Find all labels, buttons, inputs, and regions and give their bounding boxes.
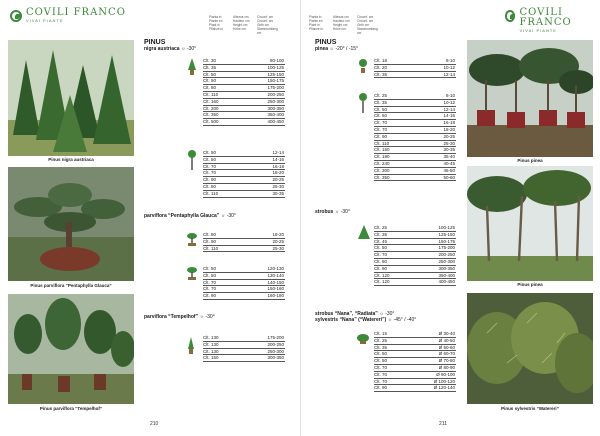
size-range: Ø 80-90 xyxy=(438,364,455,370)
size-range: Ø 70-80 xyxy=(438,358,455,364)
size-range: 10-12 xyxy=(443,99,455,105)
size-range: 250-300 xyxy=(438,258,455,264)
size-range: Ø 50-60 xyxy=(438,344,455,350)
table-row xyxy=(203,355,285,362)
container-size: Clt. 90 xyxy=(374,133,388,139)
table-row xyxy=(374,72,456,79)
container-size: Clt. 35 xyxy=(374,71,388,77)
group-title: nigra austriaca ☼ -30° xyxy=(144,46,197,52)
caption-1: Pinus nigra austriaca xyxy=(48,157,94,162)
size-range: 350-400 xyxy=(267,112,284,118)
legend xyxy=(309,15,378,35)
photo-pinus-pinea-2 xyxy=(467,166,593,281)
table-row xyxy=(374,252,456,259)
group-title: parviflora “Pentaphylla Glauca” ☼ -30° xyxy=(144,213,236,219)
size-range: 200-250 xyxy=(267,341,284,347)
table-row xyxy=(374,127,456,134)
caption-3: Pinus sylvestris “Watereri” xyxy=(501,406,559,411)
container-size: Clt. 90 xyxy=(203,232,217,237)
tree-container-icon xyxy=(358,58,368,78)
table-row xyxy=(203,72,285,79)
brand-logo xyxy=(505,8,600,33)
size-range: 120-130 xyxy=(267,266,284,271)
price-table xyxy=(203,266,285,300)
size-range: 40-45 xyxy=(443,160,455,166)
size-range: 20-25 xyxy=(272,177,284,183)
size-range: 18-20 xyxy=(443,126,455,132)
container-size: Clt. 70 xyxy=(374,120,388,126)
container-size: Clt. 90 xyxy=(203,183,217,189)
size-range: Ø 30-40 xyxy=(438,331,455,336)
size-range: 8-10 xyxy=(445,58,455,63)
table-row xyxy=(203,335,285,342)
size-range: Ø 60-70 xyxy=(438,351,455,357)
size-range: Ø 120-140 xyxy=(433,385,455,391)
container-size: Clt. 35 xyxy=(374,99,388,105)
size-range: 150-160 xyxy=(267,286,284,292)
container-size: Clt. 350 xyxy=(374,174,390,180)
container-size: Clt. 50 xyxy=(203,266,217,271)
table-row xyxy=(374,147,456,154)
table-row xyxy=(203,85,285,92)
container-size: Clt. 50 xyxy=(203,78,217,84)
container-size: Clt. 25 xyxy=(374,93,388,98)
size-range: 200-250 xyxy=(438,252,455,258)
size-range: 16-18 xyxy=(443,120,455,126)
table-row xyxy=(374,372,456,379)
brand-logo xyxy=(10,8,126,23)
dwarf-pine-icon xyxy=(357,333,367,345)
size-range: 12-14 xyxy=(443,71,455,77)
container-size: Clt. 130 xyxy=(203,335,219,340)
group-title: pinea ☼ -20° / -15° xyxy=(315,46,359,52)
table-row xyxy=(203,119,285,126)
size-range: 25-30 xyxy=(272,183,284,189)
container-size: Clt. 120 xyxy=(374,279,390,285)
table-row xyxy=(203,191,285,198)
size-range: 80-100 xyxy=(269,58,284,63)
legend-col-plant: Pianta in Plante en Plant in Pflanze in xyxy=(209,15,223,31)
container-size: Clt. 240 xyxy=(374,160,390,166)
table-row xyxy=(374,134,456,141)
size-range: 175-200 xyxy=(438,245,455,251)
photo-pinus-nigra xyxy=(8,40,134,156)
bonsai-icon xyxy=(186,266,196,280)
standard-tree-icon xyxy=(358,93,368,113)
table-row xyxy=(203,232,285,239)
container-size: Clt. 70 xyxy=(374,364,388,370)
table-row xyxy=(374,100,456,107)
table-row xyxy=(374,168,456,175)
standard-tree-icon xyxy=(187,150,197,170)
table-row xyxy=(374,161,456,168)
legend-col-girth: Circonf. cm Circonf. cm Girth cm Stammumfang cm xyxy=(257,15,278,35)
container-size: Clt. 90 xyxy=(203,238,217,244)
size-range: 140-150 xyxy=(267,279,284,285)
container-size: Clt. 500 xyxy=(203,119,219,125)
table-row xyxy=(203,170,285,177)
size-range: 12-14 xyxy=(272,150,284,155)
table-row xyxy=(374,351,456,358)
size-range: 25-30 xyxy=(272,245,284,251)
table-row xyxy=(203,92,285,99)
size-range: 350-400 xyxy=(438,272,455,278)
container-size: Clt. 110 xyxy=(203,190,219,196)
photo-pinus-tempelhof xyxy=(8,294,134,404)
size-range: 100-125 xyxy=(267,64,284,70)
container-size: Clt. 70 xyxy=(203,286,217,292)
table-row xyxy=(374,239,456,246)
table-row xyxy=(203,266,285,273)
table-row xyxy=(203,286,285,293)
size-range: 20-25 xyxy=(443,133,455,139)
legend xyxy=(209,15,278,35)
table-row xyxy=(374,225,456,232)
brand-name: COVILI FRANCO xyxy=(26,7,126,18)
size-range: 250-300 xyxy=(267,98,284,104)
container-size: Clt. 70 xyxy=(374,371,388,377)
size-range: 14-16 xyxy=(443,113,455,119)
table-row xyxy=(374,141,456,148)
container-size: Clt. 80 xyxy=(203,85,217,91)
brand-sub: VIVAI PIANTE xyxy=(519,28,557,33)
container-size: Clt. 90 xyxy=(203,177,217,183)
container-size: Clt. 190 xyxy=(374,154,390,160)
group-title: strobus “Nana”, “Radiata” ☼ -30° xyxy=(315,311,395,317)
container-size: Clt. 70 xyxy=(374,252,388,258)
table-row xyxy=(203,239,285,246)
page-number: 211 xyxy=(439,421,447,427)
size-range: 160-180 xyxy=(267,293,284,299)
table-row xyxy=(203,273,285,280)
pine-needle-icon xyxy=(358,225,368,241)
container-size: Clt. 35 xyxy=(203,64,217,70)
size-range: 150-175 xyxy=(267,78,284,84)
size-range: 400-450 xyxy=(267,119,284,125)
columnar-tree-icon xyxy=(186,337,196,355)
table-row xyxy=(203,106,285,113)
table-row xyxy=(374,331,456,338)
page-number: 210 xyxy=(150,421,159,427)
container-size: Clt. 200 xyxy=(203,105,219,111)
size-range: 175-200 xyxy=(267,335,284,340)
size-range: 25-30 xyxy=(443,140,455,146)
table-row xyxy=(374,65,456,72)
table-row xyxy=(203,177,285,184)
size-range: 18-20 xyxy=(272,170,284,176)
size-range: Ø 90-100 xyxy=(436,371,455,377)
container-size: Clt. 350 xyxy=(203,112,219,118)
group-title-2: sylvestris “Nana” (“Watereri”) ☼ -45° / -40° xyxy=(315,317,417,323)
container-size: Clt. 15 xyxy=(374,331,388,336)
container-size: Clt. 130 xyxy=(203,348,219,354)
container-size: Clt. 90 xyxy=(374,385,388,391)
group-title: parviflora “Tempelhof” ☼ -30° xyxy=(144,314,215,320)
table-row xyxy=(203,58,285,65)
caption-3: Pinus parviflora “Tempelhof” xyxy=(39,406,103,411)
photo-pinus-pentaphylla xyxy=(8,167,134,281)
container-size: Clt. 50 xyxy=(374,106,388,112)
table-row xyxy=(374,338,456,345)
size-range: 175-200 xyxy=(267,85,284,91)
table-row xyxy=(374,58,456,65)
container-size: Clt. 50 xyxy=(203,272,217,278)
table-row xyxy=(374,175,456,182)
container-size: Clt. 130 xyxy=(203,341,219,347)
container-size: Clt. 150 xyxy=(374,147,390,153)
size-range: 50-60 xyxy=(443,174,455,180)
table-row xyxy=(203,78,285,85)
table-row xyxy=(374,379,456,386)
size-range: 125-150 xyxy=(267,71,284,77)
bonsai-icon xyxy=(186,232,196,246)
caption-2: Pinus pinea xyxy=(517,282,543,287)
size-range: Ø 100-120 xyxy=(433,378,455,384)
container-size: Clt. 70 xyxy=(374,378,388,384)
container-size: Clt. 45 xyxy=(374,238,388,244)
table-row xyxy=(203,99,285,106)
table-row xyxy=(374,345,456,352)
size-range: 35-40 xyxy=(443,154,455,160)
container-size: Clt. 18 xyxy=(374,58,388,63)
container-size: Clt. 160 xyxy=(203,98,219,104)
brand-name: COVILI FRANCO xyxy=(519,7,572,28)
container-size: Clt. 150 xyxy=(203,355,219,361)
container-size: Clt. 30 xyxy=(203,58,217,63)
table-row xyxy=(203,112,285,119)
table-row xyxy=(203,65,285,72)
table-row xyxy=(374,93,456,100)
size-range: 250-300 xyxy=(267,348,284,354)
container-size: Clt. 70 xyxy=(203,170,217,176)
container-size: Clt. 50 xyxy=(203,71,217,77)
table-row xyxy=(203,164,285,171)
price-table xyxy=(203,58,285,126)
container-size: Clt. 70 xyxy=(203,163,217,169)
table-row xyxy=(203,280,285,287)
size-range: 8-10 xyxy=(445,93,455,98)
table-row xyxy=(374,113,456,120)
size-range: 18-20 xyxy=(272,232,284,237)
brand-sub: VIVAI PIANTE xyxy=(26,18,64,23)
container-size: Clt. 80 xyxy=(374,258,388,264)
size-range: 150-175 xyxy=(438,238,455,244)
container-size: Clt. 50 xyxy=(374,245,388,251)
price-table xyxy=(203,335,285,362)
container-size: Clt. 300 xyxy=(374,167,390,173)
container-size: Clt. 50 xyxy=(203,156,217,162)
size-range: 45-50 xyxy=(443,167,455,173)
container-size: Clt. 50 xyxy=(374,358,388,364)
size-range: 100-125 xyxy=(438,225,455,230)
page-title: PINUS xyxy=(315,39,337,46)
caption-1: Pinus pinea xyxy=(517,158,543,163)
container-size: Clt. 35 xyxy=(374,344,388,350)
legend-col-plant: Pianta in Plante en Plant in Pflanze in xyxy=(309,15,323,31)
table-row xyxy=(374,259,456,266)
legend-col-height: Altezza cm Hauteur cm Height cm Höhe cm xyxy=(333,15,350,31)
photo-pinus-sylvestris xyxy=(467,293,593,404)
size-range: 300-350 xyxy=(267,355,284,361)
size-range: 12-14 xyxy=(443,106,455,112)
price-table xyxy=(203,232,285,252)
container-size: Clt. 110 xyxy=(374,140,390,146)
size-range: 125-150 xyxy=(438,231,455,237)
tree-container-icon xyxy=(187,58,197,78)
group-title: strobus ☼ -30° xyxy=(315,209,350,215)
page-title: PINUS xyxy=(144,39,166,46)
table-row xyxy=(374,245,456,252)
size-range: Ø 40-50 xyxy=(438,337,455,343)
table-row xyxy=(374,154,456,161)
size-range: 14-16 xyxy=(272,156,284,162)
container-size: Clt. 35 xyxy=(374,231,388,237)
table-row xyxy=(203,184,285,191)
container-size: Clt. 120 xyxy=(374,272,390,278)
right-page xyxy=(300,0,600,436)
table-row xyxy=(203,246,285,253)
table-row xyxy=(374,385,456,392)
container-size: Clt. 20 xyxy=(374,64,388,70)
price-table xyxy=(374,93,456,181)
leaf-logo-icon xyxy=(10,10,22,22)
size-range: 16-18 xyxy=(272,163,284,169)
container-size: Clt. 50 xyxy=(203,150,217,155)
photo-pinus-pinea-1 xyxy=(467,40,593,157)
container-size: Clt. 25 xyxy=(374,225,388,230)
table-row xyxy=(374,358,456,365)
caption-2: Pinus parviflora “Pentaphylla Glauca” xyxy=(30,283,112,288)
container-size: Clt. 50 xyxy=(374,351,388,357)
size-range: 30-35 xyxy=(443,147,455,153)
table-row xyxy=(203,150,285,157)
table-row xyxy=(203,293,285,300)
price-table xyxy=(374,331,456,392)
price-table xyxy=(374,58,456,78)
price-table xyxy=(374,225,456,286)
container-size: Clt. 25 xyxy=(374,337,388,343)
container-size: Clt. 70 xyxy=(374,126,388,132)
table-row xyxy=(374,107,456,114)
legend-col-height: Altezza cm Hauteur cm Height cm Höhe cm xyxy=(233,15,250,31)
container-size: Clt. 110 xyxy=(203,245,219,251)
table-row xyxy=(203,342,285,349)
legend-col-girth: Circonf. cm Circonf. cm Girth cm Stammumfang cm xyxy=(357,15,378,35)
table-row xyxy=(374,120,456,127)
size-range: 30-35 xyxy=(272,190,284,196)
size-range: 130-140 xyxy=(267,272,284,278)
table-row xyxy=(374,232,456,239)
size-range: 300-350 xyxy=(267,105,284,111)
leaf-logo-icon xyxy=(505,10,515,22)
container-size: Clt. 90 xyxy=(374,265,388,271)
table-row xyxy=(374,273,456,280)
container-size: Clt. 110 xyxy=(203,91,219,97)
table-row xyxy=(203,349,285,356)
size-range: 10-12 xyxy=(443,64,455,70)
table-row xyxy=(374,279,456,286)
container-size: Clt. 90 xyxy=(203,293,217,299)
table-row xyxy=(374,266,456,273)
table-row xyxy=(374,365,456,372)
table-row xyxy=(203,157,285,164)
container-size: Clt. 50 xyxy=(374,113,388,119)
size-range: 300-350 xyxy=(438,265,455,271)
size-range: 20-25 xyxy=(272,238,284,244)
size-range: 200-250 xyxy=(267,91,284,97)
container-size: Clt. 70 xyxy=(203,279,217,285)
price-table xyxy=(203,150,285,198)
size-range: 400-450 xyxy=(438,279,455,285)
